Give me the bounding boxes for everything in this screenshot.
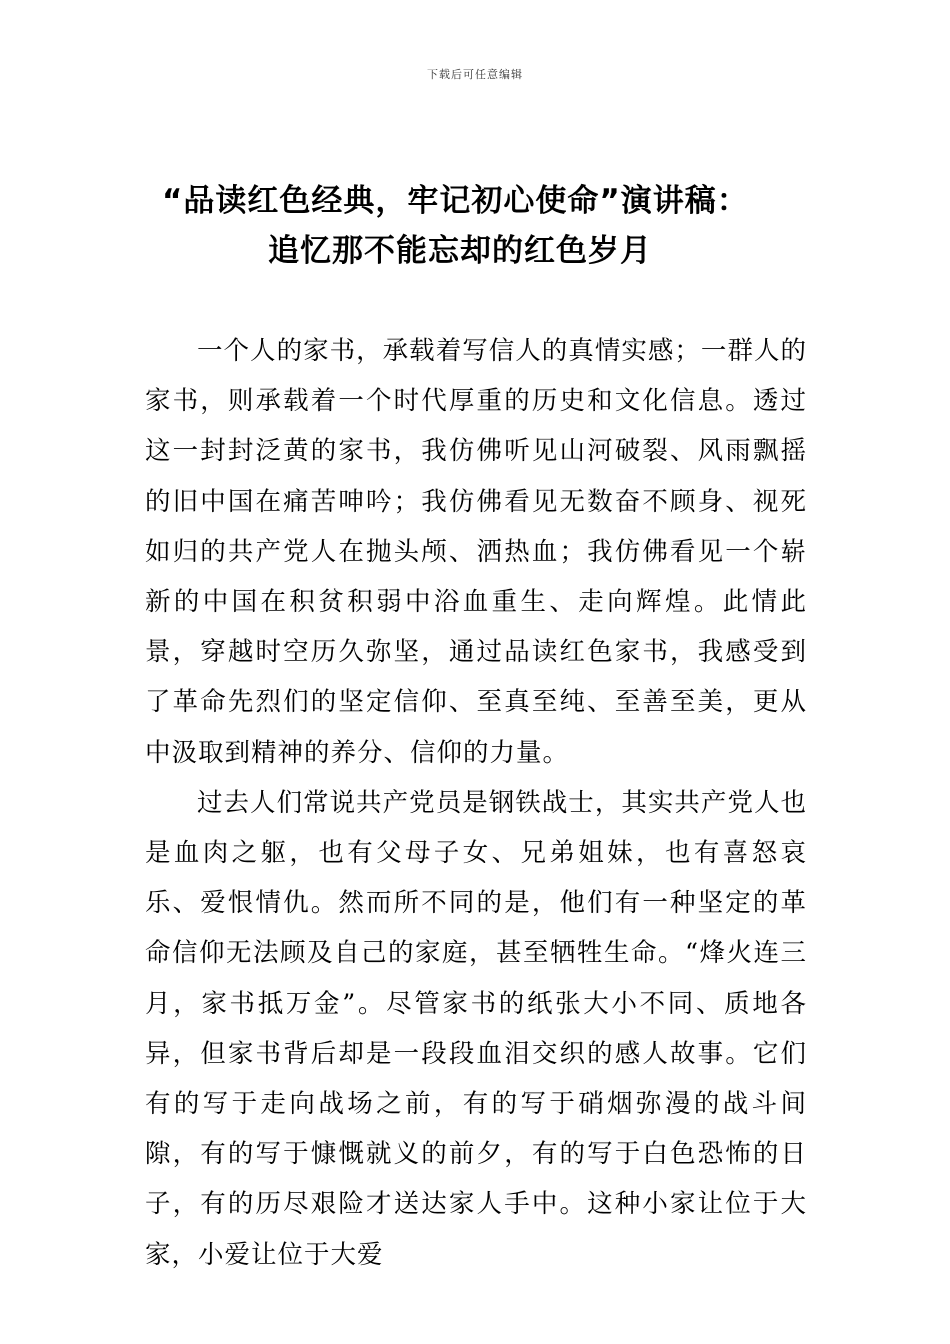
paragraph: 过去人们常说共产党员是钢铁战士，其实共产党人也是血肉之躯，也有父母子女、兄弟姐妹，也有喜怒哀乐、爱恨情仇。然而所不同的是，他们有一种坚定的革命信仰无法顾及自己的家庭，甚至牺牲生命。“烽火连三月，家书抵万金”。尽管家书的纸张大小不同、质地各异，但家书背后却是一段段血泪交织的感人故事。它们有的写于走向战场之前，有的写于硝烟弥漫的战斗间隙，有的写于慷慨就义的前夕，有的写于白色恐怖的日子，有的历尽艰险才送达家人手中。这种小家让位于大家，小爱让位于大爱 <box>145 787 807 1270</box>
header-note: 下载后可任意编辑 <box>427 68 523 81</box>
paragraph: 一个人的家书，承载着写信人的真情实感；一群人的家书，则承载着一个时代厚重的历史和文化信息。透过这一封封泛黄的家书，我仿佛听见山河破裂、风雨飘摇的旧中国在痛苦呻吟；我仿佛看见无数奋不顾身、视死如归的共产党人在抛头颅、洒热血；我仿佛看见一个崭新的中国在积贫积弱中浴血重生、走向辉煌。此情此景，穿越时空历久弥坚，通过品读红色家书，我感受到了革命先烈们的坚定信仰、至真至纯、至善至美，更从中汲取到精神的养分、信仰的力量。 <box>145 336 807 768</box>
title-line-2: 追忆那不能忘却的红色岁月 <box>268 233 652 269</box>
body-text <box>145 326 807 1280</box>
title-line-1: “品读红色经典，牢记初心使命”演讲稿： <box>162 183 749 219</box>
document-title <box>140 176 820 276</box>
